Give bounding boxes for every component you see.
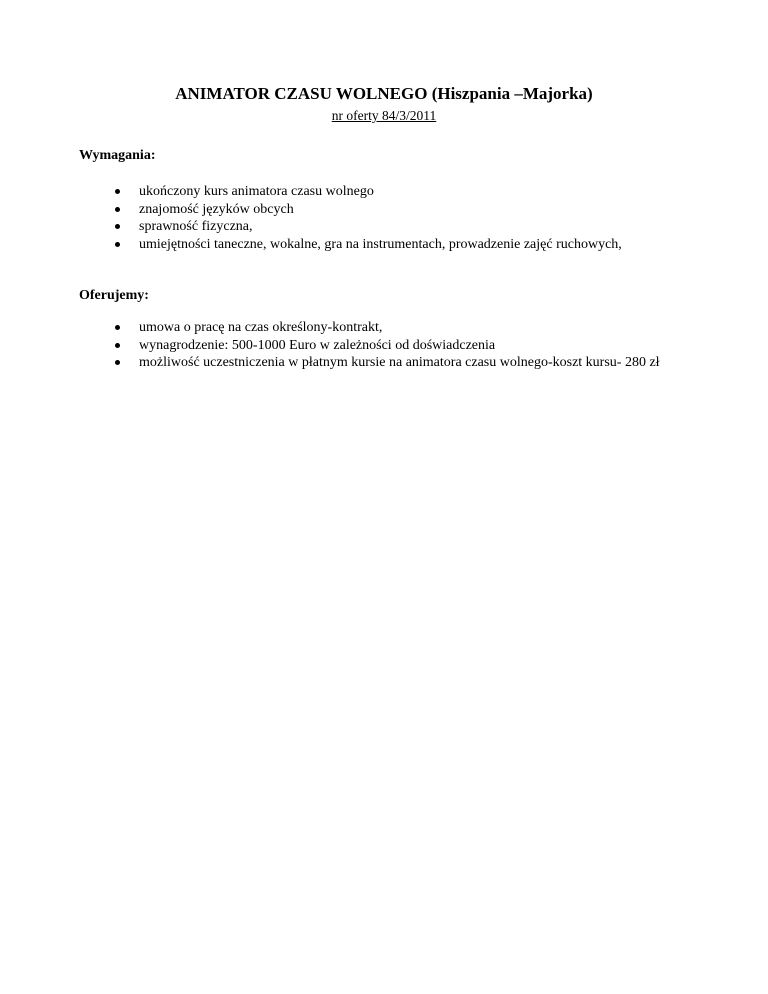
bullet-icon xyxy=(115,242,120,247)
bullet-icon xyxy=(115,325,120,330)
list-item-text: umowa o pracę na czas określony-kontrakt, xyxy=(139,320,383,335)
list-item-text: wynagrodzenie: 500-1000 Euro w zależności od doświadczenia xyxy=(139,337,496,353)
list-item-text: możliwość uczestniczenia w płatnym kursie na animatora czasu wolnego-koszt kursu- 280 zł xyxy=(139,355,660,370)
bullet-icon xyxy=(115,360,120,365)
offer-heading: Oferujemy: xyxy=(79,288,149,303)
list-item-text: sprawność fizyczna, xyxy=(139,219,253,234)
list-item xyxy=(115,319,695,337)
list-item xyxy=(115,354,695,372)
list-item xyxy=(115,337,695,355)
offer-number: nr oferty 84/3/2011 xyxy=(331,108,437,123)
requirements-heading: Wymagania: xyxy=(79,148,156,163)
list-item-text: umiejętności taneczne, wokalne, gra na instrumentach, prowadzenie zajęć ruchowych, xyxy=(139,236,622,252)
offer-list xyxy=(115,319,695,372)
list-item xyxy=(115,218,695,236)
bullet-icon xyxy=(115,224,120,229)
list-item xyxy=(115,201,695,219)
list-item-text: ukończony kurs animatora czasu wolnego xyxy=(139,184,374,199)
list-item xyxy=(115,236,695,254)
bullet-icon xyxy=(115,343,120,348)
list-item xyxy=(115,183,695,201)
requirements-list xyxy=(115,183,695,253)
bullet-icon xyxy=(115,189,120,194)
list-item-text: znajomość języków obcych xyxy=(139,201,294,217)
page-title: ANIMATOR CZASU WOLNEGO (Hiszpania –Majorka) xyxy=(175,84,593,103)
bullet-icon xyxy=(115,207,120,212)
